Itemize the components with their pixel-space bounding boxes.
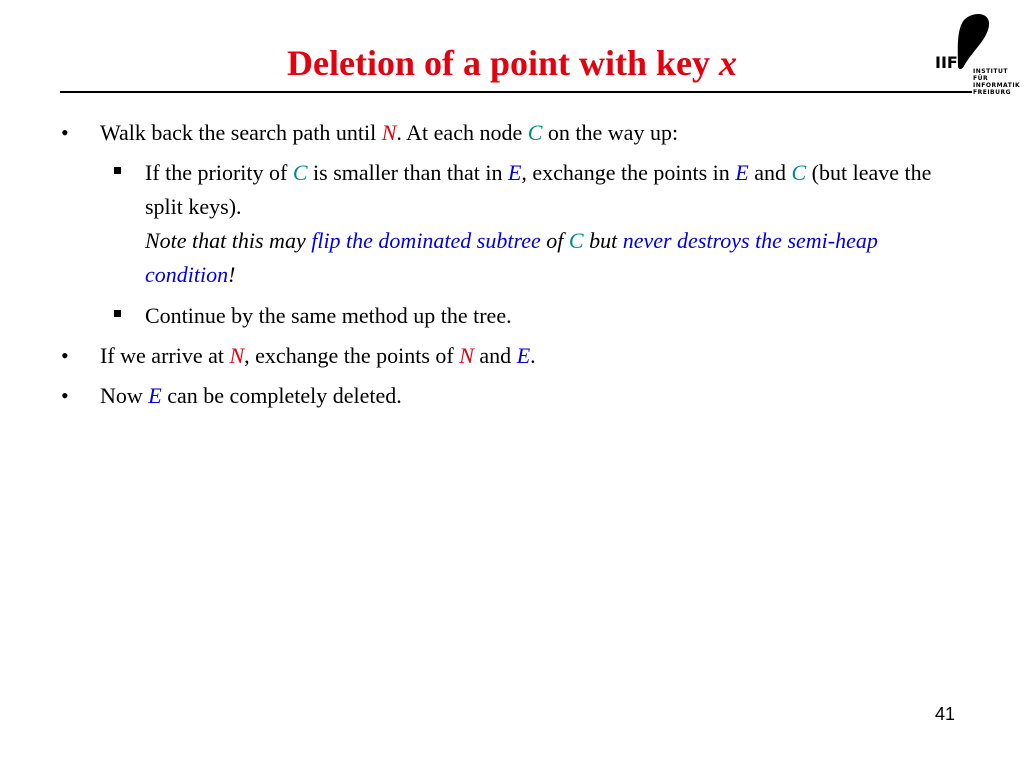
slide-body xyxy=(0,116,1024,413)
bullet-text xyxy=(100,379,950,413)
text-run: If we arrive at xyxy=(100,343,230,368)
slide-title-variable: x xyxy=(719,43,737,83)
note-text: but xyxy=(583,228,623,253)
text-run: Walk back the search path until xyxy=(100,120,382,145)
var-e: E xyxy=(507,160,522,185)
page-number: 41 xyxy=(935,704,956,724)
text-run: can be completely deleted. xyxy=(161,383,402,408)
var-n: N xyxy=(459,343,474,368)
square-bullet-icon xyxy=(114,167,121,174)
text-run: . xyxy=(530,343,536,368)
square-bullet-icon xyxy=(114,310,121,317)
var-e: E xyxy=(735,160,749,185)
note-highlight: never destroys the semi-heap condition xyxy=(145,228,878,287)
text-run: (but leave the split keys). xyxy=(145,160,932,219)
text-run: , exchange the points in xyxy=(521,160,736,185)
iif-logo-line-1: INSTITUT FÜR xyxy=(973,68,1008,82)
var-e: E xyxy=(148,383,162,408)
sub-bullet-text xyxy=(145,156,935,292)
note-text: of xyxy=(540,228,569,253)
bullet-item xyxy=(0,339,1024,373)
var-c: C xyxy=(568,228,584,253)
text-run: is smaller than that in xyxy=(307,160,508,185)
iif-logo-text xyxy=(973,68,1024,96)
iif-logo-line-3: FREIBURG xyxy=(973,89,1012,96)
bullet-text xyxy=(100,116,950,150)
text-run: . At each node xyxy=(396,120,528,145)
sub-bullet-item xyxy=(0,156,1024,292)
bullet-item xyxy=(0,379,1024,413)
text-run: and xyxy=(473,343,517,368)
title-divider xyxy=(60,91,972,93)
bullet-item xyxy=(0,116,1024,150)
iif-logo-mark: IIF xyxy=(935,53,958,72)
slide-title xyxy=(0,40,1024,86)
bullet-text xyxy=(100,339,950,373)
sub-bullet-text xyxy=(145,299,935,333)
sub-bullet-item xyxy=(0,299,1024,333)
var-c: C xyxy=(791,160,807,185)
text-run: Continue by the same method up the tree. xyxy=(145,303,512,328)
bullet-dot-icon: • xyxy=(61,383,69,408)
note-highlight: flip the dominated subtree xyxy=(311,228,541,253)
bullet-dot-icon: • xyxy=(61,120,69,145)
text-run: If the priority of xyxy=(145,160,293,185)
iif-logo-line-2: INFORMATIK xyxy=(973,82,1021,89)
var-e: E xyxy=(516,343,531,368)
text-run: and xyxy=(748,160,792,185)
var-n: N xyxy=(381,120,397,145)
text-run: , exchange the points of xyxy=(244,343,460,368)
slide-title-text: Deletion of a point with key xyxy=(287,43,719,83)
note-text: Note that this may xyxy=(145,228,312,253)
bullet-dot-icon: • xyxy=(61,343,69,368)
note-text: ! xyxy=(228,262,236,287)
text-run: on the way up: xyxy=(542,120,679,145)
var-c: C xyxy=(292,160,308,185)
text-run: Now xyxy=(100,383,149,408)
var-c: C xyxy=(527,120,543,145)
note-line xyxy=(145,224,935,292)
var-n: N xyxy=(229,343,245,368)
